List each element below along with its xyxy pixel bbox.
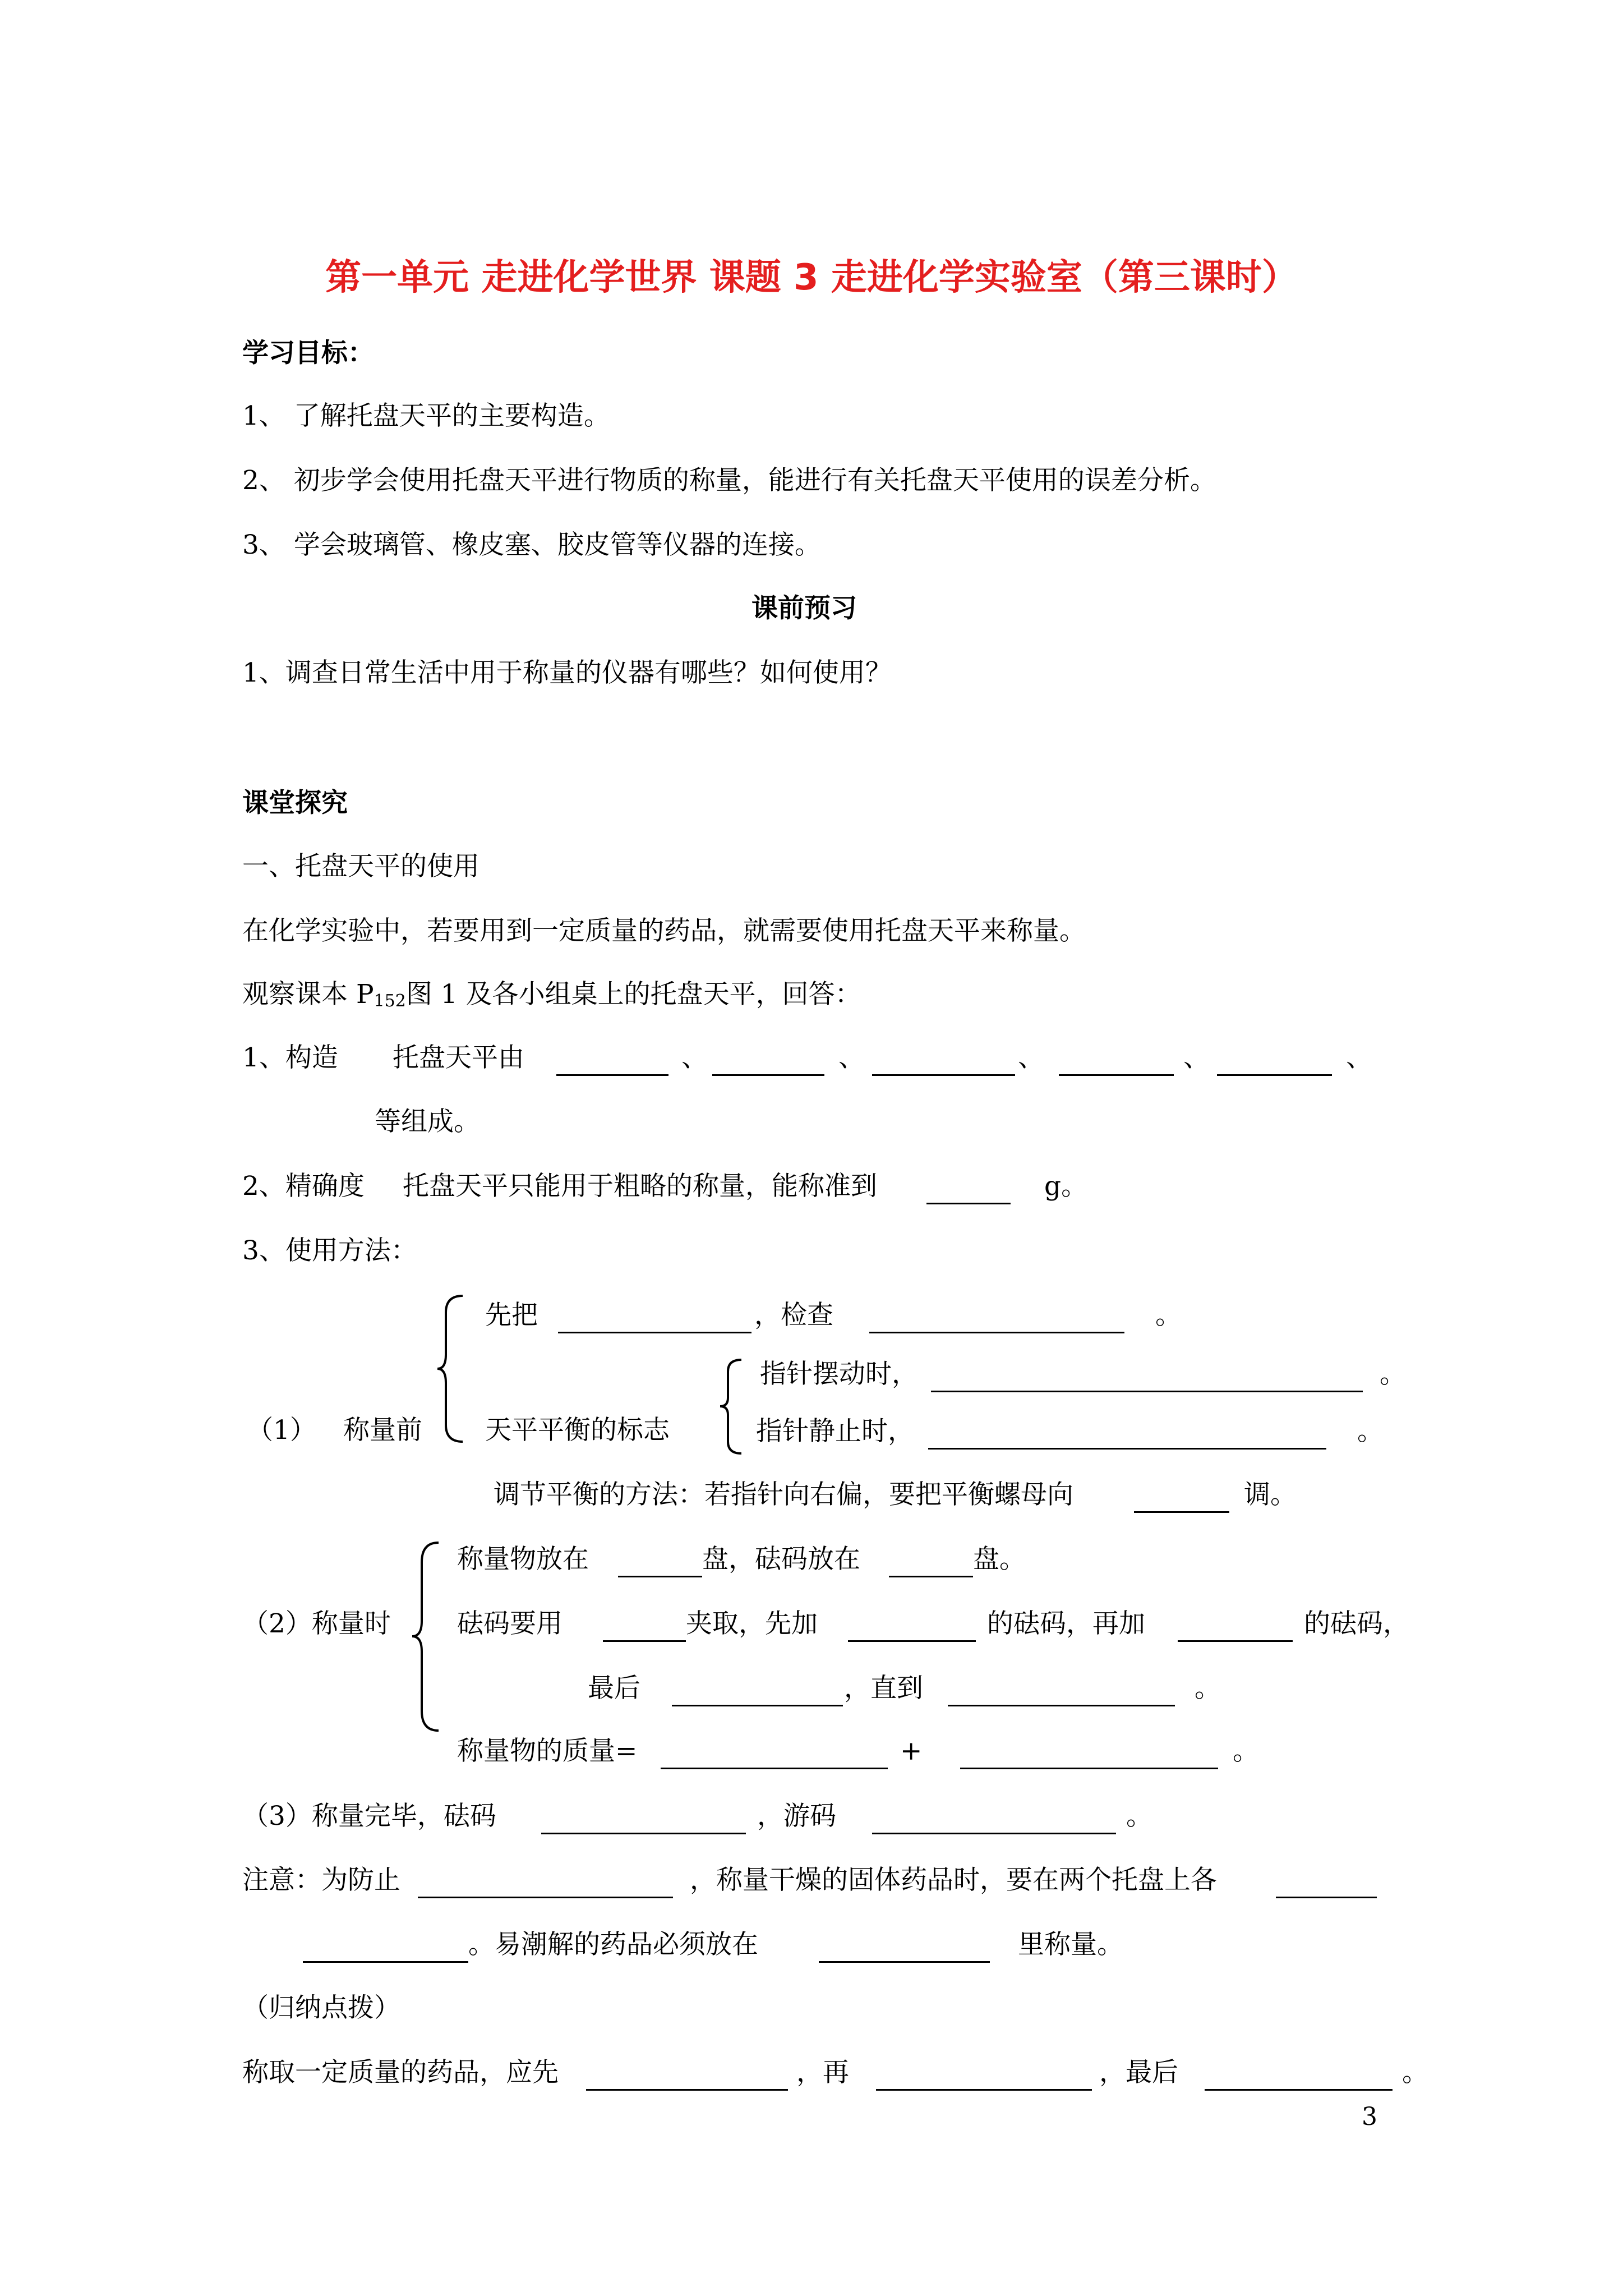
- structure-text: 托盘天平由: [393, 1042, 524, 1073]
- period: 。: [1402, 2057, 1428, 2088]
- blank-note-3[interactable]: [303, 1935, 468, 1963]
- mass-formula: 称量物的质量=: [457, 1736, 638, 1766]
- blank-last-1[interactable]: [672, 1679, 843, 1706]
- goals-heading: 学习目标：: [242, 338, 374, 369]
- blank-summary-2[interactable]: [876, 2063, 1092, 2091]
- page-number: 3: [1362, 2102, 1377, 2131]
- section-heading: 一、托盘天平的使用: [242, 851, 479, 882]
- step2-label: （2）称量时: [242, 1608, 391, 1639]
- note-c: 。易潮解的药品必须放在: [468, 1929, 758, 1960]
- still-label: 指针静止时，: [756, 1416, 914, 1447]
- blank-structure-5[interactable]: [1217, 1048, 1332, 1076]
- preview-heading: 课前预习: [751, 593, 857, 624]
- step1-label: （1）: [247, 1415, 316, 1446]
- page-title: 第一单元 走进化学世界 课题 3 走进化学实验室（第三课时）: [325, 257, 1298, 298]
- big-left-brace: [435, 1293, 468, 1444]
- method-heading: 3、使用方法：: [242, 1235, 417, 1266]
- step1-check: ，检查: [754, 1300, 833, 1331]
- blank-summary-3[interactable]: [1205, 2063, 1393, 2091]
- period: 。: [1380, 1359, 1406, 1389]
- last-b: ，直到: [844, 1673, 923, 1704]
- blank-note-1[interactable]: [418, 1871, 673, 1898]
- blank-step1-first[interactable]: [558, 1306, 751, 1333]
- blank-structure-4[interactable]: [1059, 1048, 1174, 1076]
- precision-text: 托盘天平只能用于粗略的称量，能称准到: [403, 1171, 877, 1202]
- page-ref-subscript: 152: [374, 991, 406, 1011]
- inquiry-heading: 课堂探究: [242, 788, 348, 818]
- blank-last-2[interactable]: [948, 1679, 1175, 1706]
- period: 。: [1357, 1416, 1384, 1447]
- blank-place-2[interactable]: [889, 1550, 973, 1577]
- period: 。: [1195, 1673, 1221, 1704]
- adjust-end: 调。: [1244, 1479, 1297, 1510]
- weights-a: 砝码要用: [457, 1608, 562, 1639]
- weighing-left-brace: [409, 1540, 443, 1733]
- plus-sign: +: [900, 1736, 923, 1766]
- step3-b: ，游码: [757, 1801, 836, 1832]
- swing-label: 指针摆动时，: [760, 1359, 918, 1389]
- blank-adjust[interactable]: [1134, 1485, 1229, 1513]
- separator: 、: [681, 1042, 708, 1073]
- separator: 、: [1183, 1042, 1210, 1073]
- separator: 、: [1018, 1042, 1044, 1073]
- period: 。: [1126, 1801, 1152, 1832]
- place-b: 盘，砝码放在: [702, 1544, 860, 1575]
- preview-question: 1、调查日常生活中用于称量的仪器有哪些？如何使用？: [242, 657, 892, 688]
- structure-label: 1、构造: [242, 1042, 338, 1073]
- weights-c: 的砝码，再加: [987, 1608, 1145, 1639]
- step1-first: 先把: [485, 1300, 538, 1331]
- note-b: ，称量干燥的固体药品时，要在两个托盘上各: [690, 1865, 1217, 1895]
- blank-precision[interactable]: [926, 1177, 1011, 1204]
- step3-a: （3）称量完毕，砝码: [242, 1801, 496, 1832]
- goal-item-1: 1、 了解托盘天平的主要构造。: [242, 401, 610, 431]
- separator: 、: [1346, 1042, 1372, 1073]
- summary-c: ，最后: [1099, 2057, 1178, 2088]
- blank-still[interactable]: [928, 1422, 1326, 1450]
- precision-label: 2、精确度: [242, 1171, 365, 1202]
- separator: 、: [838, 1042, 865, 1073]
- blank-structure-2[interactable]: [712, 1048, 824, 1076]
- blank-step3-1[interactable]: [541, 1807, 746, 1834]
- blank-weights-2[interactable]: [848, 1614, 976, 1642]
- small-left-brace: [718, 1358, 746, 1456]
- step1-name: 称量前: [343, 1415, 422, 1446]
- blank-step3-2[interactable]: [872, 1807, 1116, 1834]
- note-d: 里称量。: [1018, 1929, 1123, 1960]
- intro-text: 在化学实验中，若要用到一定质量的药品，就需要使用托盘天平来称量。: [242, 915, 1086, 946]
- blank-structure-3[interactable]: [872, 1048, 1015, 1076]
- blank-place-1[interactable]: [618, 1550, 702, 1577]
- blank-note-4[interactable]: [819, 1935, 990, 1963]
- blank-mass-1[interactable]: [661, 1742, 888, 1769]
- observe-text: 观察课本 $P_{152}$图 1 及各小组桌上的托盘天平，回答：: [242, 979, 861, 1011]
- weights-d: 的砝码，: [1304, 1608, 1409, 1639]
- structure-end: 等组成。: [375, 1106, 480, 1137]
- last-a: 最后: [588, 1673, 640, 1704]
- blank-mass-2[interactable]: [960, 1742, 1218, 1769]
- summary-label: （归纳点拨）: [242, 1993, 400, 2023]
- summary-a: 称取一定质量的药品，应先: [242, 2057, 559, 2088]
- blank-weights-3[interactable]: [1178, 1614, 1293, 1642]
- period: 。: [1233, 1736, 1259, 1766]
- goal-item-2: 2、 初步学会使用托盘天平进行物质的称量，能进行有关托盘天平使用的误差分析。: [242, 465, 1216, 496]
- blank-step1-check[interactable]: [869, 1306, 1124, 1333]
- summary-b: ，再: [796, 2057, 849, 2088]
- blank-summary-1[interactable]: [586, 2063, 788, 2091]
- weights-b: 夹取，先加: [686, 1608, 818, 1639]
- place-a: 称量物放在: [457, 1544, 589, 1575]
- precision-unit: g。: [1044, 1171, 1088, 1202]
- adjust-text: 调节平衡的方法：若指针向右偏，要把平衡螺母向: [494, 1479, 1073, 1510]
- balance-sign-label: 天平平衡的标志: [485, 1415, 670, 1446]
- blank-structure-1[interactable]: [556, 1048, 668, 1076]
- goal-item-3: 3、 学会玻璃管、橡皮塞、胶皮管等仪器的连接。: [242, 530, 821, 560]
- blank-swing[interactable]: [931, 1365, 1363, 1392]
- period: 。: [1155, 1300, 1182, 1331]
- place-c: 盘。: [973, 1544, 1026, 1575]
- blank-note-2[interactable]: [1276, 1871, 1377, 1898]
- blank-weights-1[interactable]: [603, 1614, 686, 1642]
- note-a: 注意：为防止: [242, 1865, 400, 1895]
